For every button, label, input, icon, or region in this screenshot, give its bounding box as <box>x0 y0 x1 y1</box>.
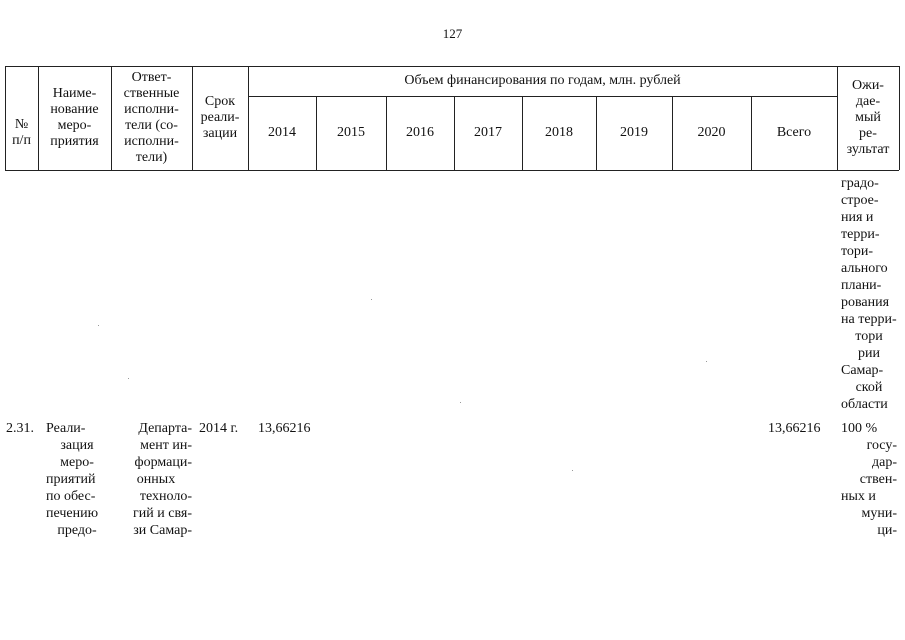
header-funding-title: Объем финансирования по годам, млн. рублей <box>404 73 681 88</box>
header-col-name: Наиме- нование меро- приятия <box>50 86 99 149</box>
row-231-value-2014: 13,66216 <box>258 421 311 436</box>
row-231-result: 100 % госу- дар- ствен- ных и муни- ци- <box>841 421 897 538</box>
row-231-responsible: Департа- мент ин- формаци- онных техноло- гий и свя- зи Самар- <box>133 421 192 538</box>
header-year-2016: 2016 <box>406 125 434 140</box>
header-col-responsible: Ответ- ственные исполни- тели (со- исполни- тели) <box>123 70 180 165</box>
row-231-name: Реали- зация меро- приятий по обес- печению предо- <box>46 421 99 538</box>
header-year-2019: 2019 <box>620 125 648 140</box>
row-231-number: 2.31. <box>6 421 34 436</box>
row-231-total: 13,66216 <box>768 421 821 436</box>
header-year-2020: 2020 <box>697 125 726 140</box>
page-number: 127 <box>442 26 463 41</box>
header-year-2014: 2014 <box>268 125 296 140</box>
header-year-2017: 2017 <box>474 125 502 140</box>
header-year-2015: 2015 <box>337 125 365 140</box>
header-year-2018: 2018 <box>545 125 573 140</box>
prev-row-result: градо- строе- ния и терри- тори- ального плани- рования на терри- тори рии Самар- ской области <box>841 176 897 412</box>
header-total: Всего <box>776 125 812 140</box>
header-col-term: Срок реали- зации <box>200 94 240 141</box>
header-col-number: № п/п <box>12 117 31 148</box>
header-col-result: Ожи- дае- мый ре- зультат <box>846 78 890 157</box>
row-231-term: 2014 г. <box>199 421 239 436</box>
